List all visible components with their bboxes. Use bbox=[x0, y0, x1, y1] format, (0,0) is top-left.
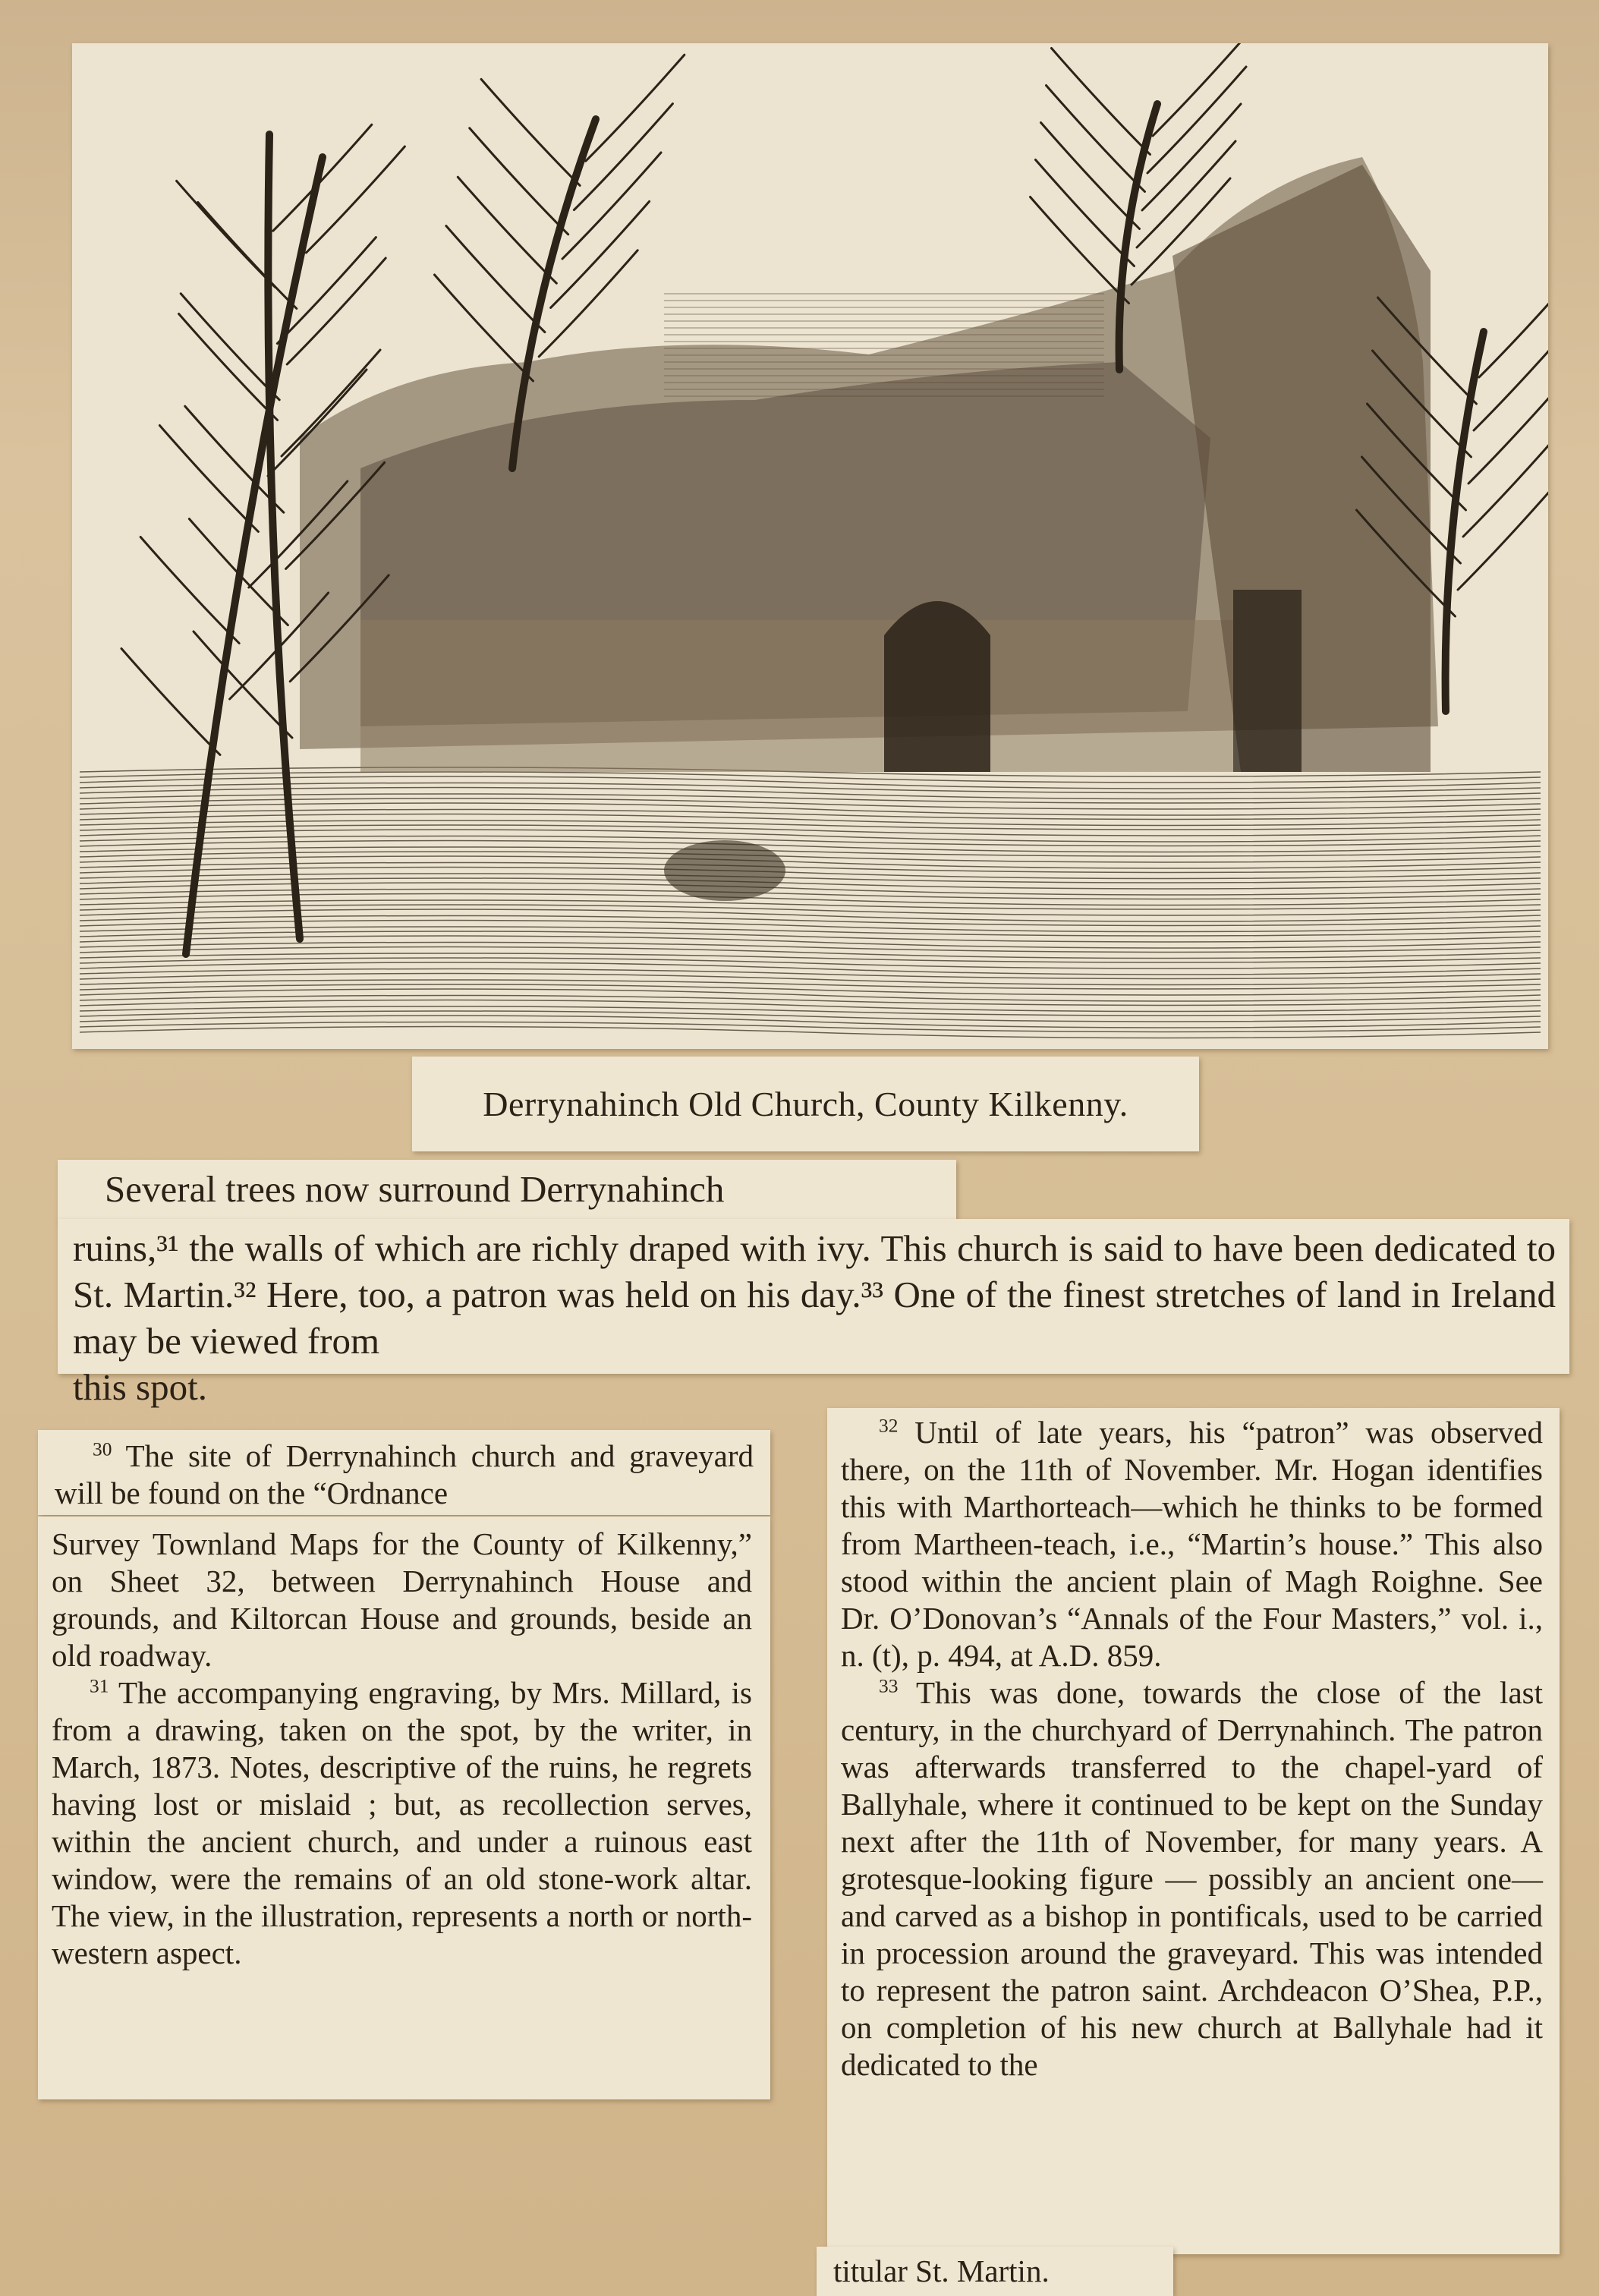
footnote-33-end: titular St. Martin. bbox=[833, 2253, 1050, 2288]
footnote-30-head-box bbox=[38, 1430, 770, 1515]
footnote-33-text: This was done, towards the close of the last century, in the churchyard of Derrynahinch. The patron was afterwards transferred to the chapel-yard of Ballyhale, where it continued to be kept on the Sunday next after the 11th of November, for many years. A grotesque-looking figure — possibly an ancient one—and carved as a bishop in pontificals, used to be carried in procession around the graveyard. This was intended to represent the patron saint. Archdeacon O’Shea, P.P., on completion of his new church at Ballyhale had it dedicated to the bbox=[841, 1675, 1543, 2082]
illustration-caption: Derrynahinch Old Church, County Kilkenny. bbox=[483, 1085, 1128, 1123]
footnote-32-number: 32 bbox=[879, 1415, 899, 1437]
main-text-box bbox=[58, 1219, 1569, 1408]
footnote-30-number: 30 bbox=[93, 1438, 112, 1460]
footnote-31-text: The accompanying engraving, by Mrs. Millard, is from a drawing, taken on the spot, by the writer, in March, 1873. Notes, descriptive of the ruins, he regrets having lost or mislaid ; but, as recollection serves, within the ancient church, and under a ruinous east window, were the remains of an old stone-work altar. The view, in the illustration, represents a north or north-western aspect. bbox=[52, 1675, 752, 1970]
footnote-30-part2: Survey Townland Maps for the County of Kilkenny,” on Sheet 32, between Derrynahinch House and grounds, and Kiltorcan House and grounds, beside an old roadway. bbox=[52, 1526, 752, 1673]
main-text-paragraph: ruins,³¹ the walls of which are richly draped with ivy. This church is said to have been dedicated to St. Martin.³² Here, too, a patron was held on his day.³³ One of the finest stretches of land in Ireland may be viewed from bbox=[73, 1227, 1556, 1362]
main-text-paragraph-end: this spot. bbox=[73, 1366, 207, 1408]
engraving-church-ruin-icon bbox=[72, 43, 1548, 1049]
footnote-33-number: 33 bbox=[879, 1675, 899, 1697]
footnotes-right-box bbox=[827, 1408, 1560, 2254]
footnote-33-tail-box bbox=[817, 2247, 1173, 2296]
illustration-caption-box bbox=[412, 1057, 1199, 1151]
footnote-31-number: 31 bbox=[90, 1675, 109, 1697]
main-text-lead: Several trees now surround Derrynahinch bbox=[105, 1168, 725, 1210]
engraving-illustration bbox=[72, 43, 1548, 1049]
main-text-lead-box bbox=[58, 1160, 956, 1220]
footnote-30-part1: The site of Derrynahinch church and graveyard will be found on the “Ordnance bbox=[55, 1438, 754, 1510]
footnotes-left-box bbox=[38, 1516, 770, 2099]
footnote-32-text: Until of late years, his “patron” was observed there, on the 11th of November. Mr. Hogan identifies this with Marthorteach—which he thinks to be formed from Martheen-teach, i.e., “Martin’s house.” This also stood within the ancient plain of Magh Roighne. See Dr. O’Donovan’s “Annals of the Four Masters,” vol. i., n. (t), p. 494, at A.D. 859. bbox=[841, 1415, 1543, 1673]
